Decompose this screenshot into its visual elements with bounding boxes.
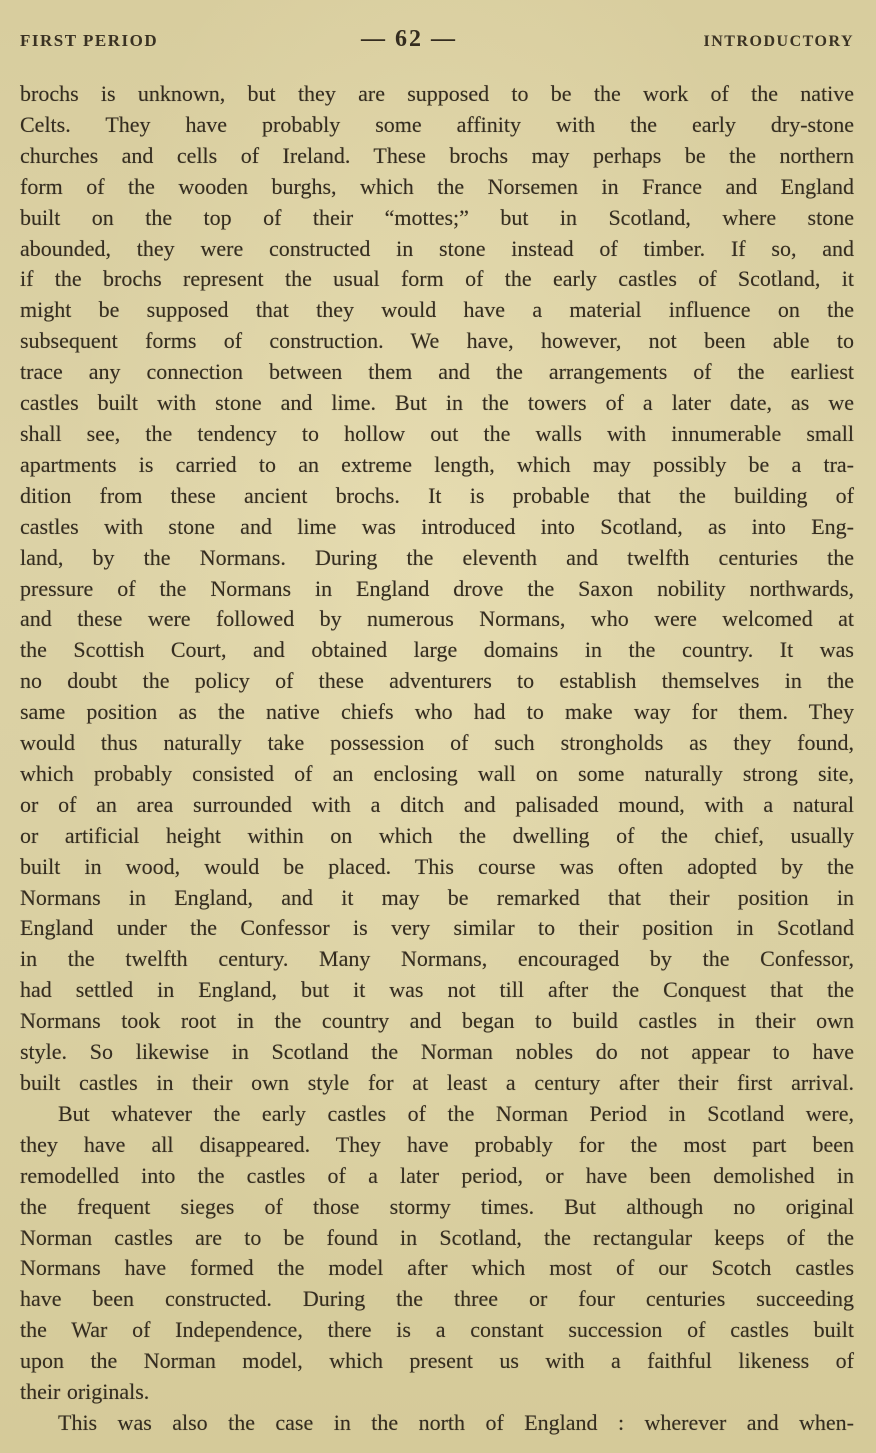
page-body (20, 79, 854, 1439)
text-line: might be supposed that they would have a material influence on the (20, 297, 854, 323)
text-line: they have all disappeared. They have probably for the most part been (20, 1131, 854, 1157)
running-head (20, 26, 854, 53)
text-line: churches and cells of Ireland. These brochs may perhaps be the northern (20, 142, 854, 168)
text-line: if the brochs represent the usual form of the early castles of Scotland, it (20, 266, 854, 292)
text-line: built in wood, would be placed. This course was often adopted by the (20, 853, 854, 879)
text-line: Normans have formed the model after which most of our Scotch castles (20, 1255, 854, 1281)
text-line: form of the wooden burghs, which the Norsemen in France and England (20, 173, 854, 199)
text-line: and these were followed by numerous Normans, who were welcomed at (20, 606, 854, 632)
text-line: would thus naturally take possession of such strongholds as they found, (20, 730, 854, 756)
text-line: style. So likewise in Scotland the Norman nobles do not appear to have (20, 1039, 854, 1065)
text-line: land, by the Normans. During the eleventh and twelfth centuries the (20, 544, 854, 570)
text-line: or of an area surrounded with a ditch and palisaded mound, with a natural (20, 791, 854, 817)
text-line: same position as the native chiefs who had to make way for them. They (20, 699, 854, 725)
text-line: upon the Norman model, which present us with a faithful likeness of (20, 1348, 854, 1374)
text-line: their originals. (20, 1379, 150, 1405)
text-line: apartments is carried to an extreme length, which may possibly be a tra- (20, 451, 854, 477)
paragraph (20, 1099, 854, 1408)
text-line: This was also the case in the north of England : wherever and when- (58, 1409, 854, 1435)
text-line: shall see, the tendency to hollow out the walls with innumerable small (20, 420, 854, 446)
page-number: — 62 — (361, 26, 457, 52)
text-line: had settled in England, but it was not till after the Conquest that the (20, 977, 854, 1003)
paragraph (20, 79, 854, 1099)
text-line: in the twelfth century. Many Normans, encouraged by the Confessor, (20, 946, 854, 972)
text-line: which probably consisted of an enclosing wall on some naturally strong site, (20, 760, 854, 786)
text-line: Norman castles are to be found in Scotland, the rectangular keeps of the (20, 1224, 854, 1250)
text-line: have been constructed. During the three or four centuries succeeding (20, 1286, 854, 1312)
text-line: castles with stone and lime was introduced into Scotland, as into Eng- (20, 513, 854, 539)
text-line: subsequent forms of construction. We have, however, not been able to (20, 328, 854, 354)
text-line: built castles in their own style for at least a century after their first arrival. (20, 1070, 854, 1095)
text-line: pressure of the Normans in England drove the Saxon nobility northwards, (20, 575, 854, 601)
text-line: Normans took root in the country and began to build castles in their own (20, 1008, 854, 1034)
text-line: castles built with stone and lime. But in the towers of a later date, as we (20, 390, 854, 416)
text-line: no doubt the policy of these adventurers to establish themselves in the (20, 668, 854, 694)
text-line: Celts. They have probably some affinity with the early dry-stone (20, 111, 854, 137)
text-line: the Scottish Court, and obtained large domains in the country. It was (20, 637, 854, 663)
text-line: Normans in England, and it may be remarked that their position in (20, 884, 854, 910)
text-line: the War of Independence, there is a constant succession of castles built (20, 1317, 854, 1343)
text-line: remodelled into the castles of a later period, or have been demolished in (20, 1162, 854, 1188)
text-line: brochs is unknown, but they are supposed to be the work of the native (20, 81, 854, 106)
text-line: the frequent sieges of those stormy times. But although no original (20, 1193, 854, 1219)
text-line: England under the Confessor is very similar to their position in Scotland (20, 915, 854, 941)
text-line: built on the top of their “mottes;” but in Scotland, where stone (20, 204, 854, 230)
text-line: dition from these ancient brochs. It is probable that the building of (20, 482, 854, 508)
text-line: But whatever the early castles of the Norman Period in Scotland were, (58, 1100, 854, 1126)
text-line: abounded, they were constructed in stone instead of timber. If so, and (20, 235, 854, 261)
running-head-chapter: INTRODUCTORY (703, 33, 854, 50)
text-line: or artificial height within on which the dwelling of the chief, usually (20, 822, 854, 848)
running-head-section: FIRST PERIOD (20, 31, 159, 50)
text-line: trace any connection between them and the arrangements of the earliest (20, 359, 854, 385)
paragraph (20, 1408, 854, 1439)
